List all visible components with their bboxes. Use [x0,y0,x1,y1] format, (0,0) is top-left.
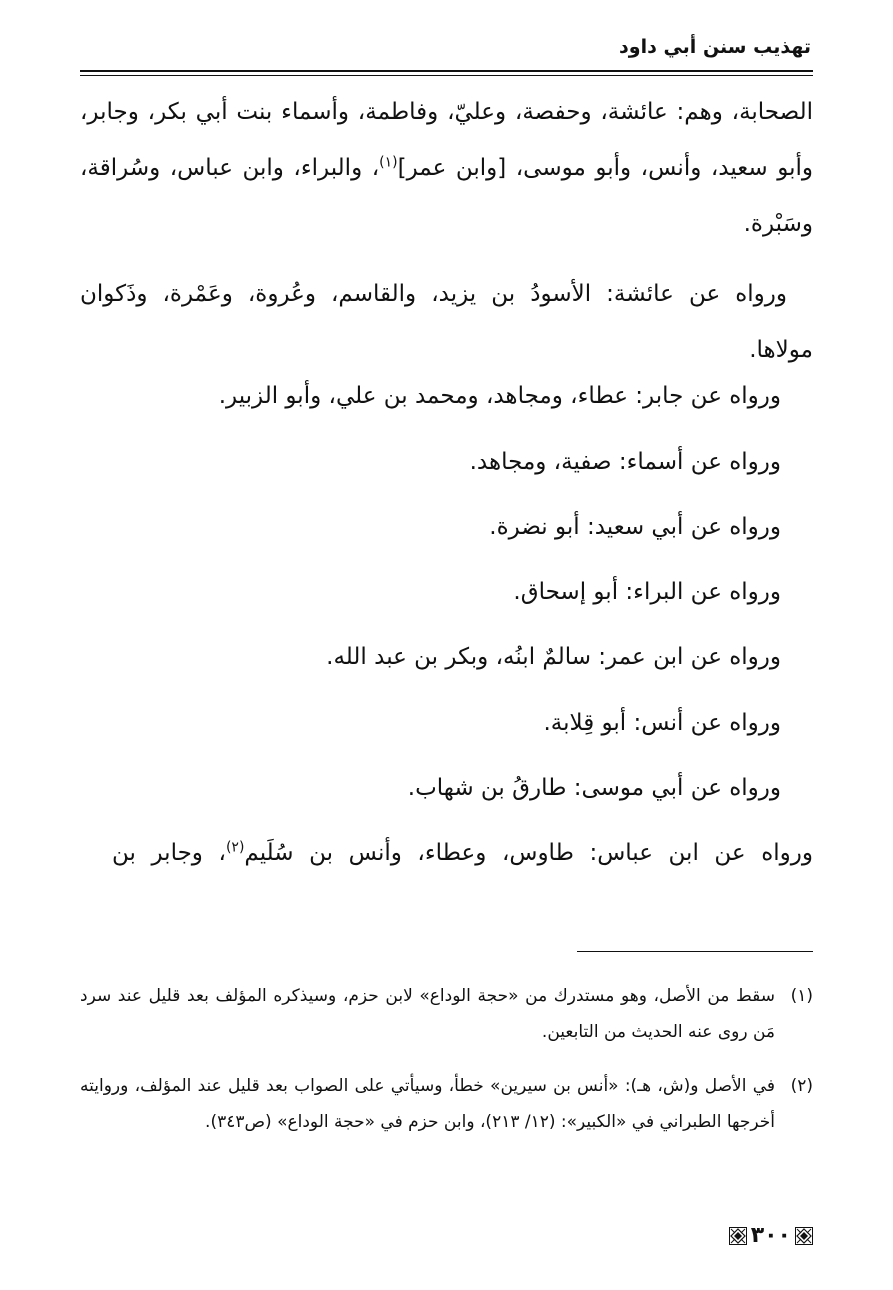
footnote-separator [577,951,813,952]
narration-line-anas: ورواه عن أنس: أبو قِلابة. [543,710,781,736]
narration-line-abu-musa: ورواه عن أبي موسى: طارقُ بن شهاب. [407,775,781,801]
footnote-text: سقط من الأصل، وهو مستدرك من «حجة الوداع» لابن حزم، وسيذكره المؤلف بعد قليل عند سرد مَن روى عنه الحديث من التابعين. [80,986,775,1042]
footnote-ref-2[interactable]: (٢) [225,839,245,856]
narration-line-abu-said: ورواه عن أبي سعيد: أبو نضرة. [489,514,781,540]
narration-line-bara: ورواه عن البراء: أبو إسحاق. [513,579,781,605]
floral-ornament-icon [729,1227,747,1245]
floral-ornament-icon [795,1227,813,1245]
footnote-2 [80,1068,813,1140]
footnote-text: في الأصل و(ش، هـ): «أنس بن سيرين» خطأ، وسيأتي على الصواب بعد قليل عند المؤلف، وروايته أخرجها الطبراني في «الكبير»: (١٢/ ٢١٣)، وابن حزم في «حجة الوداع» (ص٣٤٣). [80,1076,775,1132]
narration-line-ibn-umar: ورواه عن ابن عمر: سالمٌ ابنُه، وبكر بن عبد الله. [326,644,781,670]
page-number: ٣٠٠ [750,1223,791,1248]
narration-text: ورواه عن ابن عباس: طاوس، وعطاء، وأنس بن سُلَيم [244,840,813,866]
narration-line-jabir: ورواه عن جابر: عطاء، ومجاهد، ومحمد بن علي، وأبو الزبير. [218,383,781,409]
paragraph-text: الصحابة، وهم: عائشة، وحفصة، وعليّ، وفاطمة، وأسماء بنت أبي بكر، وجابر، وأبو سعيد، وأنس، وأبو موسى، [وابن عمر] [80,99,813,181]
body-paragraph-1 [80,84,813,252]
footnote-ref-1[interactable]: (١) [379,154,398,171]
page-number-block [729,1224,813,1248]
narration-line-asma: ورواه عن أسماء: صفية، ومجاهد. [469,449,781,475]
body-paragraph-2: ورواه عن عائشة: الأسودُ بن يزيد، والقاسم، وعُروة، وعَمْرة، وذَكوان مولاها. [80,281,813,363]
footnote-number: (٢) [790,1076,813,1096]
header-rule-thin [80,75,813,76]
footnote-number: (١) [790,986,813,1006]
narration-line-ibn-abbas [112,833,813,873]
running-header-title: تهذيب سنن أبي داود [619,36,811,58]
paragraph-text-tail: ، والبراء، وابن عباس، وسُراقة، وسَبْرة. [80,155,813,237]
footnote-1 [80,978,813,1050]
narration-text-tail: ، وجابر بن [112,840,226,866]
header-rule-thick [80,70,813,72]
